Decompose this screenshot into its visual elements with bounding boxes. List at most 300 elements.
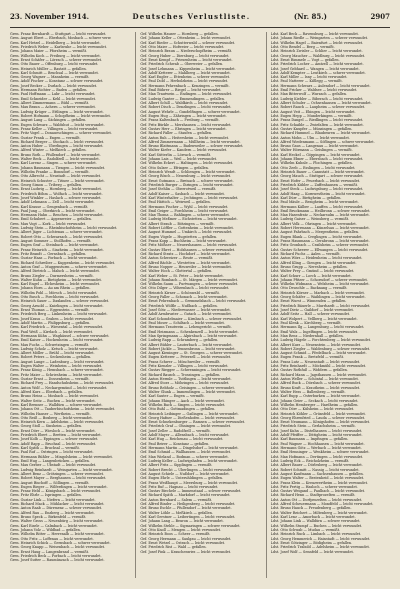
casualty-entry: Gren. Georg Knapp — Weisenbach — leicht verwundet. bbox=[10, 545, 106, 550]
casualty-entry: Ldst. Paul Natterer — Kißlegg — vermißt. bbox=[270, 79, 343, 84]
casualty-entry: Gren. Hermann Hahn — Renchen — leicht verwundet. bbox=[10, 213, 104, 218]
casualty-entry: Ldst. Paul Klenk — Kirchberg — vermißt. bbox=[270, 320, 342, 325]
casualty-entry: Gef. Johann Lais — Weil — leicht verwundet. bbox=[140, 157, 218, 162]
casualty-entry: Gren. Robert Peters — Seckenheim — gefallen. bbox=[10, 355, 92, 360]
casualty-entry: Ldst. Anton Ott — Dorfprozelten — leicht verwundet. bbox=[270, 497, 363, 502]
casualty-entry: Gren. Johann Maier — Pforzheim — vermißt. bbox=[10, 49, 88, 54]
casualty-entry: Ldst. Alfred Scheuermann — Mondfeld — leicht verwundet. bbox=[270, 502, 374, 507]
casualty-entry: Gren. Heinrich Sauer — Daxlanden — schwer verwundet. bbox=[10, 299, 110, 304]
casualty-entry: Gren. Hermann Kühn — Waghäusel — schwer verwundet. bbox=[10, 333, 110, 338]
casualty-entry: Gren. Anton Wolf — Neckargemünd — leicht verwundet. bbox=[10, 385, 108, 390]
casualty-entry: Gef. Franz Kaltenbach — Freiburg — vermißt. bbox=[140, 118, 220, 123]
casualty-entry: Gren. Johann Baumann — Tiengen — leicht verwundet. bbox=[10, 165, 106, 170]
casualty-entry: Gef. Karl Weber — St. Peter — leicht verwundet. bbox=[140, 273, 224, 278]
casualty-entry: Gren. Richard Frey — Handschuhsheim — leicht verwundet. bbox=[10, 381, 115, 386]
casualty-entry: Gef. Gustav Ehret — Holzhausen — schwer verwundet. bbox=[140, 247, 236, 252]
casualty-entry: Gren. Josef Sutter — Raumünzach — leicht verwundet. bbox=[10, 558, 105, 563]
casualty-entry: Gren. Heinrich Kern — Adelsheim — leicht verwundet. bbox=[10, 420, 105, 425]
casualty-entry: Gren. Adolf Lehmann — Zell — leicht verwundet. bbox=[10, 200, 95, 205]
column-2 bbox=[135, 32, 259, 578]
casualty-entry: Gren. Karl Eisele — Calmbach — leicht verwundet. bbox=[10, 523, 98, 528]
casualty-entry: Ldst. Ludwig Hägele — Forchtenberg — leicht verwundet. bbox=[270, 338, 372, 343]
casualty-entry: Gren. Friedrich Böhm — Wolfach — leicht verwundet. bbox=[10, 191, 103, 196]
casualty-entry: Ldst. Richard Fuchs — Aalen — vermißt. bbox=[270, 251, 341, 256]
casualty-entry: Gren. Johann Volz — Wildbad — gefallen. bbox=[10, 527, 81, 532]
casualty-entry: Ldst. Robert Rauch — Laupheim — schwer verwundet. bbox=[270, 105, 366, 110]
casualty-entry: Gren. Karl Engel — Elchesheim — leicht verwundet. bbox=[10, 282, 101, 287]
casualty-entry: Gef. Max Wieland — Bodman — schwer verwundet. bbox=[140, 454, 229, 459]
casualty-entry: Ldst. Bruno Kraft — Krautheim — leicht verwundet. bbox=[270, 385, 361, 390]
casualty-entry: Ldst. Ernst Rimmele — Vogt — gefallen. bbox=[270, 57, 340, 62]
casualty-entry: Ldst. Gustav Knupfer — Münsingen — gefallen. bbox=[270, 126, 353, 131]
casualty-entry: Gren. Otto Bauer — Offenburg — leicht verwundet. bbox=[10, 62, 99, 67]
casualty-entry: Gef. Franz Weißhaupt — Meersburg — leicht verwundet. bbox=[140, 480, 239, 485]
casualty-entry: Ldst. Bruno Grupp — Neresheim — gefallen. bbox=[270, 264, 348, 269]
casualty-entry: Gren. Bruno Speck — Birkenfeld — vermißt. bbox=[10, 515, 87, 519]
casualty-entry: Ldst. Hermann Götz — Werbach — leicht verwundet. bbox=[270, 446, 362, 450]
casualty-entry: Gren. Emil Kaiser — Hockenheim — leicht verwundet. bbox=[10, 338, 104, 343]
casualty-entry: Gef. Richard Faller — Staufen — gefallen. bbox=[140, 131, 213, 136]
casualty-entry: Ldst. Hermann Schwarz — Aulendorf — leicht verwundet. bbox=[270, 83, 371, 88]
casualty-entry: Gren. Gustav Link — Niefern — leicht verwundet. bbox=[10, 497, 96, 502]
casualty-entry: Ldst. Albert Schuler — Ochsenhausen — leicht verwundet. bbox=[270, 101, 372, 105]
casualty-entry: Ldst. Ernst Neumann — Königshofen — leicht verwundet. bbox=[270, 420, 371, 425]
casualty-entry: Ldst. Josef Dietz — Gaildorf — leicht verwundet. bbox=[270, 308, 354, 312]
casualty-entry: Ldst. Paul Mäule — Besigheim — leicht verwundet. bbox=[270, 200, 359, 205]
casualty-entry: Ldst. Josef Gebhard — Wangen — leicht verwundet. bbox=[270, 66, 360, 71]
casualty-entry: Gef. Karl Rieder — Schutterwald — schwer verwundet. bbox=[140, 40, 236, 45]
casualty-entry: Gef. Ludwig Meßmer — Eichstetten — leicht verwundet. bbox=[140, 217, 238, 222]
casualty-entry: Gren. Anton Huber — Überlingen — leicht verwundet. bbox=[10, 144, 104, 149]
casualty-entry: Ldst. Eugen Blank — Creglingen — leicht verwundet. bbox=[270, 234, 363, 239]
casualty-entry: Gren. Otto Busch — Forchheim — leicht verwundet. bbox=[10, 295, 100, 300]
casualty-entry: Gef. Hermann Trautwein — Lehengericht — vermißt. bbox=[140, 325, 232, 330]
casualty-entry: Gef. Otto Sulzer — Efringen — gefallen. bbox=[140, 165, 209, 170]
casualty-entry: Gren. Paul Ruf — Östringen — leicht verwundet. bbox=[10, 450, 94, 455]
casualty-entry: Gef. Heinrich Braun — Niederschopfheim — vermißt. bbox=[140, 49, 233, 54]
casualty-entry: Gren. Wilhelm Pohl — Mörsch — leicht verwundet. bbox=[10, 290, 98, 295]
casualty-entry: Gef. Anton Schweizer — Reute — vermißt. bbox=[140, 256, 214, 261]
casualty-entry: Gef. Georg Hafner — Dießenhofen — leicht verwundet. bbox=[140, 415, 236, 420]
casualty-entry: Ldst. Johann Ebner — Ebersbach — leicht verwundet. bbox=[270, 157, 364, 162]
casualty-entry: Ldst. Otto Zeeb — Esslingen — leicht verwundet. bbox=[270, 165, 356, 170]
casualty-entry: Gef. Adolf Armbruster — Gutach — leicht verwundet. bbox=[140, 312, 232, 317]
casualty-entry: Gef. Wilhelm Hauser — Hornberg — gefallen. bbox=[140, 32, 219, 36]
casualty-entry: Gren. Emil Schneider — Kehl — leicht verwundet. bbox=[10, 96, 97, 101]
casualty-entry: Ldst. Georg Hemmerich — Hainstadt — leicht verwundet. bbox=[270, 536, 371, 541]
casualty-entry: Gren. Ernst Dörr — Wiesloch — leicht verwundet. bbox=[10, 428, 96, 433]
casualty-entry: Gren. Georg Simon — Triberg — gefallen. bbox=[10, 182, 83, 187]
casualty-entry: Ldst. Adolf Pfeiffer — Dittigheim — leicht verwundet. bbox=[270, 433, 363, 438]
casualty-entry: Gef. Josef Götz — Niederwasser — leicht verwundet. bbox=[140, 308, 231, 312]
casualty-entry: Gren. Heinrich Schuster — Titisee — leicht verwundet. bbox=[10, 178, 105, 183]
casualty-entry: Gef. Karl Schondelmaier — Kirnbach — schwer verwundet. bbox=[140, 316, 243, 321]
casualty-entry: Gef. Emil Bührer — Riegel — leicht verwundet. bbox=[140, 88, 222, 93]
casualty-entry: Gef. August Wehrle — Gundelfingen — schwer verwundet. bbox=[140, 109, 241, 114]
casualty-entry: Gren. Hermann Richter — Baden — gefallen. bbox=[10, 88, 88, 93]
casualty-entry: Gef. Georg Faller — Schonach — leicht verwundet. bbox=[140, 295, 228, 300]
casualty-entry: Gren. Karl Späth — Bruchsal — vermißt. bbox=[10, 446, 80, 450]
casualty-entry: Ldst. Otto Dörr — Külsheim — leicht verwundet. bbox=[270, 407, 355, 412]
casualty-entry: Gef. Emil Schmid — Wallhausen — leicht verwundet. bbox=[140, 450, 232, 455]
casualty-entry: Gef. Georg Huber — Diersburg — leicht verwundet. bbox=[140, 53, 230, 58]
casualty-entry: Ldst. Robert Herrmann — Künzelsau — leicht verwundet. bbox=[270, 226, 370, 231]
casualty-entry: Gef. Wilhelm Saum — Furtwangen — schwer verwundet. bbox=[140, 282, 239, 287]
casualty-entry: Ldst. Wilhelm Widmann — Welzheim — leicht verwundet. bbox=[270, 282, 370, 287]
casualty-entry: Ldst. Friedrich Kübler — Zuffenhausen — vermißt. bbox=[270, 182, 359, 187]
casualty-entry: Gren. Karl Lorenz — Singen — schwer verwundet. bbox=[10, 161, 97, 166]
casualty-entry: Gef. Walter Hoch — Glottertal — gefallen. bbox=[140, 269, 213, 274]
casualty-entry: Ldst. August Kaufmann — Sachsenhausen — gefallen. bbox=[270, 471, 364, 476]
casualty-entry: Gef. Otto Knoll — Mengen — leicht verwundet. bbox=[140, 527, 222, 532]
casualty-entry: Ldst. Adolf Seitz — Hall — schwer verwundet. bbox=[270, 312, 351, 317]
casualty-entry: Gef. Albert Bühler — Lauterbach — leicht verwundet. bbox=[140, 342, 233, 347]
casualty-entry: Gef. Johann Lang — Beuron — leicht verwundet. bbox=[140, 519, 224, 524]
casualty-entry: Gren. Ludwig Krüger — Ettlingen — leicht verwundet. bbox=[10, 109, 104, 114]
casualty-entry: Ldst. Alfred Kling — Giengen — leicht verwundet. bbox=[270, 260, 357, 265]
casualty-entry: Gef. Wilhelm Eckert — Haltingen — leicht verwundet. bbox=[140, 161, 234, 166]
casualty-entry: Gef. Georg Hermann — Saulgau — leicht verwundet. bbox=[140, 536, 232, 541]
header-issue-number: (Nr. 85.) bbox=[293, 12, 327, 21]
casualty-entry: Gren. Georg Stoll — Sinsheim — gefallen. bbox=[10, 424, 82, 429]
casualty-entry: Gren. Wilhelm Franke — Bonndorf — vermißt. bbox=[10, 170, 90, 174]
casualty-entry: Gef. Gustav Herr — Ebringen — leicht verwundet. bbox=[140, 126, 227, 131]
casualty-entry: Gren. Ludwig Reinhardt — Weingarten — leicht verwundet. bbox=[10, 467, 113, 472]
casualty-entry: Ldst. Karl Baumann — Impfingen — gefallen. bbox=[270, 437, 349, 442]
casualty-entry: Gef. August Schiele — Nußdorf — leicht verwundet. bbox=[140, 471, 230, 476]
casualty-entry: Gef. Eugen Hug — Zähringen — leicht verwundet. bbox=[140, 113, 227, 118]
casualty-entry: Gef. Otto Maier — Hofweier — leicht verwundet. bbox=[140, 44, 225, 49]
casualty-entry: Gef. Anton Hermle — Tuttlingen — leicht verwundet. bbox=[140, 377, 232, 381]
casualty-entry: Gef. Johann Ehinger — Aach — leicht verwundet. bbox=[140, 398, 225, 403]
casualty-entry: Gef. Gustav Riegger — Schwenningen — leicht verwundet. bbox=[140, 368, 242, 373]
casualty-entry: Ldst. Heinrich Bauer — Cannstatt — leicht verwundet. bbox=[270, 170, 365, 174]
casualty-entry: Ldst. Albert Volk — Öhringen — leicht verwundet. bbox=[270, 221, 357, 226]
casualty-entry: Gren. Emil Hug — Langenbrücken — gefallen. bbox=[10, 458, 90, 463]
casualty-entry: Gef. Franz Schwer — Mönchweiler — vermißt. bbox=[140, 359, 221, 364]
casualty-entry: Ldst. Karl Lenz — Amorbach — leicht verwundet. bbox=[270, 515, 356, 519]
casualty-entry: Gren. Anton Graf — Muggensturm — schwer verwundet. bbox=[10, 264, 108, 269]
casualty-entry: Gef. August Kieninger — St. Georgen — schwer verwundet. bbox=[140, 351, 243, 356]
casualty-entry: Ldst. Max Renz — Niedernhall — gefallen. bbox=[270, 333, 344, 338]
casualty-entry: Ldst. August Veit — Ehingen — leicht verwundet. bbox=[270, 109, 356, 114]
casualty-entry: Gren. Eugen Schwarz — Waldshut — leicht verwundet. bbox=[10, 122, 105, 127]
casualty-entry: Gef. Paul Hättich — Weisweil — gefallen. bbox=[140, 200, 211, 205]
casualty-entry: Gef. Paul Dold — Herbolzheim — leicht verwundet. bbox=[140, 79, 229, 84]
casualty-entry: Gef. Alfred Storz — Möhringen — leicht verwundet. bbox=[140, 381, 230, 386]
casualty-entry: Gren. Franz Bernhardt — Stuttgart — leicht verwundet. bbox=[10, 32, 107, 36]
casualty-entry: Gef. Max Springmann — Alpirsbach — leicht verwundet. bbox=[140, 333, 238, 338]
casualty-entry: Gren. Ernst Thomas — Eggenstein — vermißt. bbox=[10, 308, 90, 312]
casualty-entry: Gef. Hermann Fehrenbach — Kenzingen — vermißt. bbox=[140, 83, 230, 88]
casualty-entry: Ldst. Karl Schurr — Lorch — leicht verwundet. bbox=[270, 273, 352, 278]
casualty-entry: Gren. Eugen Rieger — Wilferdingen — leicht verwundet. bbox=[10, 484, 108, 489]
casualty-entry: Ldst. Paul Wagner — Hochhausen — leicht verwundet. bbox=[270, 441, 365, 446]
casualty-entry: Gren. Johann Ott — Tauberbischofsheim — leicht verwundet. bbox=[10, 407, 116, 412]
casualty-entry: Gren. August Sommer — Stollhofen — vermißt. bbox=[10, 239, 92, 243]
casualty-entry: Gef. Fritz Mößner — Neuershausen — leicht verwundet. bbox=[140, 243, 238, 248]
column-1 bbox=[10, 32, 129, 578]
casualty-entry: Gren. Paul Jung — Oberkirch — leicht verwundet. bbox=[10, 208, 96, 213]
casualty-entry: Gef. Heinrich Wendt — Schliengen — leicht verwundet. bbox=[140, 170, 236, 174]
casualty-list-columns bbox=[10, 32, 390, 578]
casualty-entry: Gef. Otto Buhl — Gottmadingen — gefallen. bbox=[140, 407, 216, 412]
casualty-entry: Ldst. Georg Mauch — Stuttgart — schwer verwundet. bbox=[270, 174, 364, 179]
casualty-entry: Ldst. Ernst Götzinger — Bödigheim — gefallen. bbox=[270, 540, 353, 545]
casualty-entry: Gef. Ludwig Keller — Ludwigshafen — leicht verwundet. bbox=[140, 458, 238, 463]
casualty-entry: Ldst. Josef Wolf — Sennfeld — leicht verwundet. bbox=[270, 549, 354, 554]
casualty-entry: Gren. Robert Mayer — Berghausen — leicht verwundet. bbox=[10, 476, 107, 481]
casualty-entry: Ldst. Albert Bauer — Dörlesberg — leicht verwundet. bbox=[270, 463, 363, 468]
casualty-entry: Gren. Alfred Rau — Enzberg — leicht verwundet. bbox=[10, 510, 95, 515]
casualty-entry: Ldst. Franz Lutz — Neuenstadt — leicht verwundet. bbox=[270, 359, 361, 364]
casualty-entry: Ldst. Max Hofmann — Dertingen — leicht verwundet. bbox=[270, 454, 364, 459]
casualty-entry: Gren. Otto Reiß — Boxberg — leicht verwundet. bbox=[10, 415, 93, 420]
casualty-entry: Gef. Friedrich Schwab — Oberweier — gefallen. bbox=[140, 62, 224, 67]
casualty-entry: Gef. Josef Fink — Krauchenwies — leicht verwundet. bbox=[140, 549, 232, 554]
casualty-entry: Ldst. Friedrich Bäuerle — Murrhardt — leicht verwundet. bbox=[270, 303, 371, 308]
casualty-entry: Ldst. Emil Fricker — Waldsee — leicht verwundet. bbox=[270, 88, 358, 93]
casualty-entry: Gef. Paul Moser — Schiltach — leicht verwundet. bbox=[140, 320, 225, 325]
casualty-entry: Gef. Josef Lehmann — Kippenheim — leicht verwundet. bbox=[140, 66, 236, 71]
publication-title: Deutsches Verlustliste. bbox=[132, 12, 251, 21]
casualty-entry: Ldst. Alfred Wiedenmann — Söflingen — schwer verwundet. bbox=[270, 139, 375, 144]
casualty-entry: Gren. Otto Albrecht — Neustadt — leicht verwundet. bbox=[10, 174, 102, 179]
casualty-entry: Gef. Emil Heizmann — Schenkenzell — leicht verwundet. bbox=[140, 329, 239, 334]
casualty-entry: Ldst. Gustav Weigand — Faulbach — leicht verwundet. bbox=[270, 489, 366, 494]
casualty-entry: Gren. Albert Möller — Brühl — leicht verwundet. bbox=[10, 351, 95, 356]
casualty-entry: Gef. Ludwig Rapp — Schramberg — gefallen. bbox=[140, 338, 219, 343]
casualty-entry: Gef. Bruno Blattmann — Badenweiler — schwer verwundet. bbox=[140, 144, 244, 149]
casualty-entry: Gren. Adolf Martin — Philippsburg — gefallen. bbox=[10, 320, 91, 325]
casualty-entry: Ldst. Friedrich Stein — Gerlachsheim — vermißt. bbox=[270, 424, 356, 429]
casualty-entry: Gef. Karl Winterhalter — Jechtingen — leicht verwundet. bbox=[140, 195, 239, 200]
casualty-entry: Gef. Max Thoma — Bahlingen — schwer verwundet. bbox=[140, 213, 230, 218]
casualty-entry: Gren. Josef Kolb — Eppingen — schwer verwundet. bbox=[10, 437, 99, 442]
casualty-entry: Ldst. Georg Ehrenfried — Lauda — schwer verwundet. bbox=[270, 415, 366, 420]
casualty-entry: Gren. Adolf Fischer — Konstanz — schwer verwundet. bbox=[10, 79, 104, 84]
casualty-entry: Gef. Adolf Mayer — Allensbach — leicht verwundet. bbox=[140, 433, 230, 438]
casualty-entry: Gren. Karl Krause — Gengenbach — vermißt. bbox=[10, 204, 89, 209]
casualty-entry: Gren. August Lang — Säckingen — gefallen. bbox=[10, 118, 87, 123]
casualty-entry: Ldst. Johann Pfitzer — Schorndorf — schwer verwundet. bbox=[270, 277, 368, 282]
casualty-entry: Gren. Hermann Bühler — Mingolsheim — leicht verwundet. bbox=[10, 454, 113, 459]
casualty-entry: Ldst. Wilhelm Hagel — Baienfurt — leicht verwundet. bbox=[270, 40, 364, 45]
casualty-entry: Gef. Friedrich Burger — Ihringen — leicht verwundet. bbox=[140, 182, 234, 187]
casualty-entry: Ldst. Walter Hörmann — Geislingen — vermißt. bbox=[270, 148, 353, 153]
casualty-entry: Gef. Karl Sauter — Engen — vermißt. bbox=[140, 394, 205, 399]
casualty-entry: Ldst. Emil Bruckmann — Heilbronn — schwer verwundet. bbox=[270, 208, 371, 213]
casualty-entry: Gren. Fritz Vogel — Donaueschingen — schwer verwundet. bbox=[10, 131, 112, 136]
casualty-entry: Ldst. Fritz Fertig — Hasloch — schwer verwundet. bbox=[270, 484, 358, 489]
casualty-entry: Gren. Eugen Graf — Steinbach — leicht verwundet. bbox=[10, 243, 99, 248]
casualty-entry: Ldst. Johann Riedle — Weingarten — schwer verwundet. bbox=[270, 36, 369, 41]
casualty-entry: Gef. Eugen Ehrle — Unteruhldingen — gefallen. bbox=[140, 476, 224, 481]
casualty-entry: Ldst. Ludwig Gaiser — Weinsberg — vermißt. bbox=[270, 217, 350, 222]
casualty-entry: Gren. Max Vogt — Kork — leicht verwundet. bbox=[10, 221, 87, 226]
casualty-entry: Ldst. Ludwig Eck — Reicholzheim — vermißt. bbox=[270, 458, 350, 463]
casualty-entry: Gren. Josef Kraus — Graben — leicht verwundet. bbox=[10, 316, 95, 321]
page-number: 2907 bbox=[370, 12, 390, 21]
casualty-entry: Ldst. Robert Schmitt — Nassig — leicht verwundet. bbox=[270, 467, 360, 472]
casualty-entry: Gef. Heinrich Leibinger — Gailingen — leicht verwundet. bbox=[140, 411, 239, 416]
casualty-entry: Gef. Eugen Vögele — Hugstetten — gefallen. bbox=[140, 234, 218, 239]
casualty-entry: Ldst. Friedrich Locher — Amtzell — leicht verwundet. bbox=[270, 62, 364, 67]
casualty-entry: Gren. Albert Zimmermann — Bühl — vermißt. bbox=[10, 101, 90, 105]
casualty-entry: Gef. Hermann Fischer — Wyhl — leicht verwundet. bbox=[140, 204, 229, 209]
casualty-entry: Gef. Ernst Kempf — Friesenheim — leicht verwundet. bbox=[140, 57, 233, 62]
casualty-entry: Ldst. Heinrich Körner — Marbach — leicht verwundet. bbox=[270, 290, 365, 295]
casualty-entry: Gren. Heinrich Schick — Gernsbach — schwer verwundet. bbox=[10, 540, 111, 545]
casualty-entry: Ldst. Bruno Hauck — Freudenberg — gefallen. bbox=[270, 506, 352, 511]
casualty-entry: Ldst. Gustav Rothfuß — Widdern — gefallen. bbox=[270, 368, 348, 373]
casualty-entry: Gren. August Ebert — Eberbach, Mosbach — schwer verw. bbox=[10, 36, 112, 41]
casualty-entry: Gren. Gustav Ernst — Dossenheim — vermißt. bbox=[10, 377, 90, 381]
casualty-entry: Gren. Max Gerber — Ubstadt — leicht verwundet. bbox=[10, 463, 97, 468]
casualty-entry: Gef. Max Trautwein — Endingen — leicht verwundet. bbox=[140, 92, 233, 97]
casualty-entry: Gren. Walter Seitz — Buchen — leicht verwundet. bbox=[10, 398, 96, 403]
casualty-entry: Ldst. Heinrich Köhler — Grünsfeld — leicht verwundet. bbox=[270, 411, 366, 416]
casualty-entry: Ldst. Adolf Haag — Kornwestheim — leicht verwundet. bbox=[270, 191, 366, 196]
casualty-entry: Gren. Alfred Kurz — Eberbach — gefallen. bbox=[10, 389, 83, 394]
casualty-entry: Ldst. Gustav Scheerer — Ellwangen — leicht verwundet. bbox=[270, 247, 369, 252]
casualty-entry: Gren. Josef Winkler — Haslach — schwer verwundet. bbox=[10, 195, 102, 200]
casualty-entry: Gef. Anton Ruh — Heitersheim — leicht verwundet. bbox=[140, 135, 230, 140]
casualty-entry: Ldst. Otto Bendel — Berg — vermißt. bbox=[270, 44, 335, 49]
casualty-entry: Ldst. Eugen Walter — Bestenheid — leicht verwundet. bbox=[270, 476, 365, 481]
casualty-entry: Gef. Alfred Zimmermann — Müllheim — leicht verwundet. bbox=[140, 139, 241, 144]
casualty-entry: Gren. Bruno Heinz — Mosbach — leicht verwundet. bbox=[10, 394, 100, 399]
page-header bbox=[10, 12, 390, 28]
casualty-entry: Ldst. Alfred Buck — Dörzbach — schwer verwundet. bbox=[270, 381, 362, 386]
casualty-entry: Ldst. Josef Steck — Ludwigsburg — leicht verwundet. bbox=[270, 187, 364, 192]
casualty-entry: Gef. Richard Späth — Markdorf — leicht verwundet. bbox=[140, 493, 231, 498]
casualty-entry: Gef. Friedrich Wölfle — Nußbach — gefallen. bbox=[140, 303, 218, 308]
casualty-entry: Gren. Heinrich Müller — Rastatt — gefallen. bbox=[10, 66, 87, 71]
casualty-entry: Gef. Josef Zeller — Radolfzell — vermißt. bbox=[140, 428, 211, 433]
casualty-entry: Ldst. Heinrich Zwisler — Schlier — leicht verwundet. bbox=[270, 49, 363, 54]
casualty-entry: Gren. Wilhelm Hauser — Wertheim — vermißt. bbox=[10, 411, 91, 416]
casualty-entry: Gef. Friedrich Graf — Öhningen — leicht verwundet. bbox=[140, 424, 232, 429]
casualty-entry: Gren. Robert Hofmann — Schopfheim — leicht verwundet. bbox=[10, 113, 111, 118]
casualty-entry: Gren. Bruno Roth — Pfullendorf — leicht verwundet. bbox=[10, 152, 101, 157]
casualty-entry: Gef. Heinrich Boos — Scheer — vermißt. bbox=[140, 532, 211, 537]
casualty-entry: Gren. Alfred Winter — Meßkirch — gefallen. bbox=[10, 148, 87, 153]
casualty-entry: Ldst. Karl Wolpert — Vellberg — leicht verwundet. bbox=[270, 316, 358, 321]
casualty-entry: Gren. Ernst Ludwig — Hornberg — leicht verwundet. bbox=[10, 187, 102, 192]
casualty-entry: Gren. Paul Weiß — Kirrlach — leicht verwundet. bbox=[10, 329, 94, 334]
casualty-entry: Ldst. Robert Ziegler — Waldenburg — schwer verwundet. bbox=[270, 346, 371, 351]
casualty-entry: Ldst. Karl Beck — Ravensburg — leicht verwundet. bbox=[270, 32, 359, 36]
casualty-entry: Ldst. Otto Deuschle — Backnang — vermißt. bbox=[270, 286, 348, 291]
casualty-entry: Gef. Ernst Gutmann — Breisach — schwer verwundet. bbox=[140, 178, 234, 183]
casualty-entry: Ldst. Hermann Kälber — Lauffen — leicht verwundet. bbox=[270, 204, 364, 209]
casualty-entry: Gef. Ernst Wetzel — Ostrach — leicht verwundet. bbox=[140, 540, 226, 545]
casualty-entry: Ldst. Johann Link — Walldürn — schwer verwundet. bbox=[270, 519, 361, 524]
casualty-entry: Gef. Otto Dilger — Vöhrenbach — leicht verwundet. bbox=[140, 286, 230, 291]
casualty-entry: Ldst. Ernst Hofer — Feuerbach — leicht verwundet. bbox=[270, 178, 361, 183]
casualty-entry: Gren. Franz Keller — Villingen — leicht verwundet. bbox=[10, 126, 99, 131]
casualty-entry: Gef. Adolf Kaiser — Sasbach — leicht verwundet. bbox=[140, 191, 225, 196]
casualty-entry: Ldst. Emil Walz — Ingelfingen — leicht verwundet. bbox=[270, 329, 359, 334]
casualty-entry: Ldst. Karl Rupp — Osterburken — leicht verwundet. bbox=[270, 394, 361, 399]
casualty-entry: Gef. Adolf Ketterer — Mahlberg — leicht verwundet. bbox=[140, 70, 231, 75]
casualty-entry: Gren. Adolf Rapp — Bruchsal — leicht verwundet. bbox=[10, 441, 97, 446]
casualty-entry: Gren. Max Fuchs — Schwetzingen — vermißt. bbox=[10, 342, 90, 347]
casualty-entry: Gren. Albert Jäger — Lichtenau — schwer verwundet. bbox=[10, 230, 103, 235]
casualty-entry: Ldst. Friedrich Trabold — Adelsheim — leicht verwundet. bbox=[270, 545, 370, 550]
casualty-entry: Gren. Paul Hoffmann — Lahr — leicht verwundet. bbox=[10, 92, 96, 97]
casualty-entry: Gren. Wilhelm Koch — Freiburg — leicht verwundet. bbox=[10, 53, 101, 58]
column-3 bbox=[266, 32, 390, 578]
casualty-entry: Gren. Walter Kuhn — Bietigheim — leicht verwundet. bbox=[10, 277, 102, 282]
casualty-entry: Gef. Wilhelm Bach — Singen — leicht verwundet. bbox=[140, 402, 226, 407]
casualty-entry: Ldst. Fritz Gronbach — Crailsheim — schwer verwundet. bbox=[270, 243, 370, 248]
casualty-entry: Gren. Alfred Dietrich — Malsch — leicht verwundet. bbox=[10, 269, 100, 274]
casualty-entry: Gef. Karl Gerstner — Leibertingen — leicht verwundet. bbox=[140, 515, 236, 519]
header-date: 23. November 1914. bbox=[10, 12, 90, 21]
casualty-entry: Gef. Franz Kopp — Buchheim — leicht verwundet. bbox=[140, 239, 227, 243]
casualty-entry: Gef. Paul Beirer — Konstanz — gefallen. bbox=[140, 441, 210, 446]
casualty-entry: Gef. Alfred Bächle — Vörstetten — leicht verwundet. bbox=[140, 260, 231, 265]
casualty-entry: Gren. Georg Arnold — Knielingen — leicht verwundet. bbox=[10, 303, 104, 308]
casualty-entry: Gren. Fritz Ehrle — Ispringen — gefallen. bbox=[10, 493, 82, 498]
casualty-entry: Ldst. Karl Dürr — Bietigheim — gefallen. bbox=[270, 195, 342, 200]
casualty-entry: Gef. Walter Kiefer — Kandern — leicht verwundet. bbox=[140, 148, 228, 153]
casualty-entry: Gren. Karl Schmitt — Bruchsal — leicht verwundet. bbox=[10, 70, 99, 75]
casualty-entry: Gef. Wilhelm Stehle — Sigmaringen — schwer verwundet. bbox=[140, 523, 241, 528]
casualty-entry: Gef. Eugen Ketterer — Peterzell — leicht verwundet. bbox=[140, 355, 232, 360]
casualty-entry: Gef. Karl Sütterlin — Lörrach — vermißt. bbox=[140, 152, 212, 157]
casualty-entry: Gef. Karl Engler — Ettenheim — schwer verwundet. bbox=[140, 75, 231, 80]
casualty-entry: Ldst. Wilhelm Stumpf — Buchen — leicht verwundet. bbox=[270, 523, 363, 528]
casualty-entry: Gren. Georg Wagner — Mannheim — vermißt. bbox=[10, 75, 90, 80]
casualty-entry: Gren. Albert Benz — Grötzingen — schwer verwundet. bbox=[10, 471, 105, 476]
casualty-entry: Gren. Bruno Ziegler — Durmersheim — vermißt. bbox=[10, 273, 94, 278]
casualty-entry: Gren. Gustav Haas — Forbach — leicht verwundet. bbox=[10, 256, 98, 261]
casualty-entry: Gren. Friedrich Weber — Karlsruhe — leicht verwundet. bbox=[10, 44, 108, 49]
casualty-entry: Gef. Johann Keller — Ottenheim — leicht verwundet. bbox=[140, 36, 232, 41]
casualty-entry: Ldst. Fritz Reinhardt — Möckmühl — leicht verwundet. bbox=[270, 364, 367, 369]
casualty-entry: Gef. Albert Straub — Bötzingen — vermißt. bbox=[140, 221, 215, 226]
casualty-entry: Gef. Ernst Fehrenbach — Gremmelsbach — leicht verwundet. bbox=[140, 299, 247, 304]
casualty-entry: Gren. Walter Gross — Neuenbürg — leicht verwundet. bbox=[10, 519, 104, 524]
casualty-entry: Gef. August Hummel — Umkirch — leicht verwundet. bbox=[140, 230, 233, 235]
casualty-entry: Ldst. Albert Kurz — Neuenstein — leicht verwundet. bbox=[270, 342, 362, 347]
casualty-entry: Ldst. Hermann Ilg — Langenburg — leicht verwundet. bbox=[270, 325, 365, 330]
casualty-entry: Ldst. Max Hasenfratz — Neckarsulm — leicht verwundet. bbox=[270, 213, 370, 218]
casualty-entry: Gef. Anton Bernhard — Salem — vermißt. bbox=[140, 497, 213, 502]
casualty-entry: Gef. Albert Schill — Waldkirch — leicht verwundet. bbox=[140, 101, 229, 105]
casualty-entry: Ldst. August Schmid — Pfedelbach — leicht verwundet. bbox=[270, 351, 367, 356]
casualty-entry: Gef. Friedrich Rist — Wald — gefallen. bbox=[140, 545, 207, 550]
casualty-entry: Gren. Max Braun — Achern — schwer verwundet. bbox=[10, 105, 96, 110]
casualty-entry: Gef. Robert Jäckle — Tennenbronn — leicht verwundet. bbox=[140, 346, 236, 351]
casualty-entry: Gef. Robert Disch — Denzlingen — leicht verwundet. bbox=[140, 105, 232, 110]
casualty-entry: Gren. Franz Held — Königsbach — leicht verwundet. bbox=[10, 489, 102, 494]
casualty-entry: Ldst. Georg Schäfer — Waiblingen — leicht verwundet. bbox=[270, 295, 366, 300]
casualty-entry: Gren. Karl Friedrich — Wiesental — leicht verwundet. bbox=[10, 325, 104, 330]
casualty-entry: Gren. August Bischoff — Söllingen — vermißt. bbox=[10, 480, 90, 485]
casualty-entry: Gren. Eugen Walter — Weinheim — leicht verwundet. bbox=[10, 364, 103, 369]
casualty-entry: Ldst. Johann Geier — Seckach — leicht verwundet. bbox=[270, 398, 359, 403]
casualty-entry: Ldst. Karl Heckel — Göppingen — leicht verwundet. bbox=[270, 152, 361, 157]
casualty-entry: Gef. Fritz Bürkle — Merzhausen — leicht verwundet. bbox=[140, 122, 232, 127]
casualty-entry: Ldst. Richard Mann — Jagsthausen — leicht verwundet. bbox=[270, 372, 368, 377]
casualty-entry: Ldst. Max Bitterwolf — Wurzach — gefallen. bbox=[270, 92, 348, 97]
casualty-entry: Ldst. Franz Klein — Kreuzwertheim — leicht verwundet. bbox=[270, 480, 369, 485]
casualty-entry: Ldst. Karl Miller — Isny — leicht verwundet. bbox=[270, 75, 348, 80]
